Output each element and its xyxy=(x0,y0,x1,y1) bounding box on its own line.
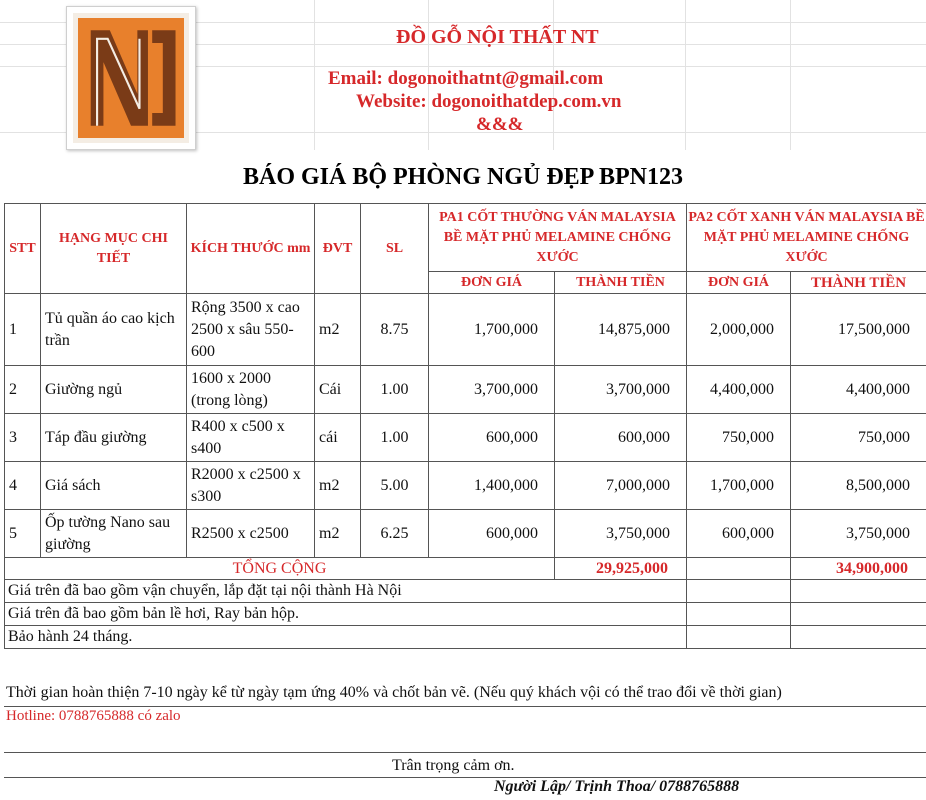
total-label: TỔNG CỘNG xyxy=(5,558,555,580)
row-unit: m2 xyxy=(315,510,361,558)
row-qty: 6.25 xyxy=(361,510,429,558)
row-stt: 4 xyxy=(5,462,41,510)
row-pa1-price: 600,000 xyxy=(429,414,555,462)
row-pa1-amount: 3,750,000 xyxy=(555,510,687,558)
row-item: Giá sách xyxy=(41,462,187,510)
row-item: Táp đầu giường xyxy=(41,414,187,462)
divider xyxy=(4,752,926,753)
row-item: Ốp tường Nano sau giường xyxy=(41,510,187,558)
nt-logo-icon xyxy=(78,18,184,138)
row-size: R400 x c500 x s400 xyxy=(187,414,315,462)
table-row xyxy=(5,294,926,366)
total-row xyxy=(5,558,926,580)
note-empty-cell xyxy=(791,580,926,603)
total-pa1: 29,925,000 xyxy=(555,558,687,580)
row-pa2-amount: 8,500,000 xyxy=(791,462,926,510)
row-pa2-price: 600,000 xyxy=(687,510,791,558)
note-empty-cell xyxy=(687,580,791,603)
header-pa2: PA2 CỐT XANH VÁN MALAYSIA BỀ MẶT PHỦ MELAMINE CHỐNG XƯỚC xyxy=(687,204,926,272)
header-pa1-amount: THÀNH TIỀN xyxy=(555,272,687,294)
row-pa2-price: 1,700,000 xyxy=(687,462,791,510)
finish-time-note: Thời gian hoàn thiện 7-10 ngày kể từ ngày tạm ứng 40% và chốt bản vẽ. (Nếu quý khách vội có thể trao đổi về thời gian) xyxy=(6,684,782,701)
total-pa2: 34,900,000 xyxy=(791,558,926,580)
table-row xyxy=(5,414,926,462)
divider xyxy=(4,706,926,707)
company-ampersands: &&& xyxy=(476,114,524,135)
header-pa1-unit-price: ĐƠN GIÁ xyxy=(429,272,555,294)
note-text: Bảo hành 24 tháng. xyxy=(5,626,687,649)
header-item: HẠNG MỤC CHI TIẾT xyxy=(41,204,187,294)
header-pa2-amount: THÀNH TIỀN xyxy=(791,272,926,294)
row-stt: 5 xyxy=(5,510,41,558)
header-pa2-unit-price: ĐƠN GIÁ xyxy=(687,272,791,294)
note-text: Giá trên đã bao gồm bản lề hơi, Ray bản hộp. xyxy=(5,603,687,626)
row-unit: m2 xyxy=(315,294,361,366)
table-header-row xyxy=(5,204,926,272)
row-qty: 5.00 xyxy=(361,462,429,510)
quotation-table xyxy=(4,203,926,649)
row-item: Tủ quần áo cao kịch trần xyxy=(41,294,187,366)
row-pa2-amount: 17,500,000 xyxy=(791,294,926,366)
note-empty-cell xyxy=(791,626,926,649)
row-stt: 2 xyxy=(5,366,41,414)
row-pa2-amount: 750,000 xyxy=(791,414,926,462)
header-pa1: PA1 CỐT THƯỜNG VÁN MALAYSIA BỀ MẶT PHỦ MELAMINE CHỐNG XƯỚC xyxy=(429,204,687,272)
row-pa2-amount: 3,750,000 xyxy=(791,510,926,558)
note-empty-cell xyxy=(687,603,791,626)
row-pa1-amount: 3,700,000 xyxy=(555,366,687,414)
row-qty: 8.75 xyxy=(361,294,429,366)
row-pa2-amount: 4,400,000 xyxy=(791,366,926,414)
note-empty-cell xyxy=(687,626,791,649)
note-text: Giá trên đã bao gồm vận chuyển, lắp đặt tại nội thành Hà Nội xyxy=(5,580,687,603)
note-row xyxy=(5,626,926,649)
header-unit: ĐVT xyxy=(315,204,361,294)
note-empty-cell xyxy=(791,603,926,626)
row-pa1-price: 600,000 xyxy=(429,510,555,558)
table-row xyxy=(5,462,926,510)
row-qty: 1.00 xyxy=(361,414,429,462)
row-size: R2000 x c2500 x s300 xyxy=(187,462,315,510)
row-pa1-amount: 7,000,000 xyxy=(555,462,687,510)
row-unit: m2 xyxy=(315,462,361,510)
row-unit: Cái xyxy=(315,366,361,414)
table-row xyxy=(5,510,926,558)
note-row xyxy=(5,603,926,626)
document-title: BÁO GIÁ BỘ PHÒNG NGỦ ĐẸP BPN123 xyxy=(242,164,684,190)
row-unit: cái xyxy=(315,414,361,462)
row-size: 1600 x 2000 (trong lòng) xyxy=(187,366,315,414)
header-size: KÍCH THƯỚC mm xyxy=(187,204,315,294)
row-pa1-amount: 600,000 xyxy=(555,414,687,462)
header-stt: STT xyxy=(5,204,41,294)
row-item: Giường ngủ xyxy=(41,366,187,414)
signer-line: Người Lập/ Trịnh Thoa/ 0788765888 xyxy=(494,778,740,795)
row-pa2-price: 2,000,000 xyxy=(687,294,791,366)
row-stt: 3 xyxy=(5,414,41,462)
row-pa2-price: 4,400,000 xyxy=(687,366,791,414)
row-pa1-amount: 14,875,000 xyxy=(555,294,687,366)
divider xyxy=(4,777,926,778)
company-website: Website: dogonoithatdep.com.vn xyxy=(356,91,622,112)
company-logo xyxy=(66,6,196,150)
row-stt: 1 xyxy=(5,294,41,366)
row-pa1-price: 1,400,000 xyxy=(429,462,555,510)
row-qty: 1.00 xyxy=(361,366,429,414)
row-pa1-price: 1,700,000 xyxy=(429,294,555,366)
thanks-note: Trân trọng cảm ơn. xyxy=(392,757,515,774)
total-empty-cell xyxy=(687,558,791,580)
hotline: Hotline: 0788765888 có zalo xyxy=(6,708,181,724)
company-name: ĐỒ GỖ NỘI THẤT NT xyxy=(396,26,599,48)
table-row xyxy=(5,366,926,414)
header-qty: SL xyxy=(361,204,429,294)
row-size: R2500 x c2500 xyxy=(187,510,315,558)
note-row xyxy=(5,580,926,603)
company-email: Email: dogonoithatnt@gmail.com xyxy=(328,68,604,89)
row-size: Rộng 3500 x cao 2500 x sâu 550-600 xyxy=(187,294,315,366)
row-pa2-price: 750,000 xyxy=(687,414,791,462)
row-pa1-price: 3,700,000 xyxy=(429,366,555,414)
